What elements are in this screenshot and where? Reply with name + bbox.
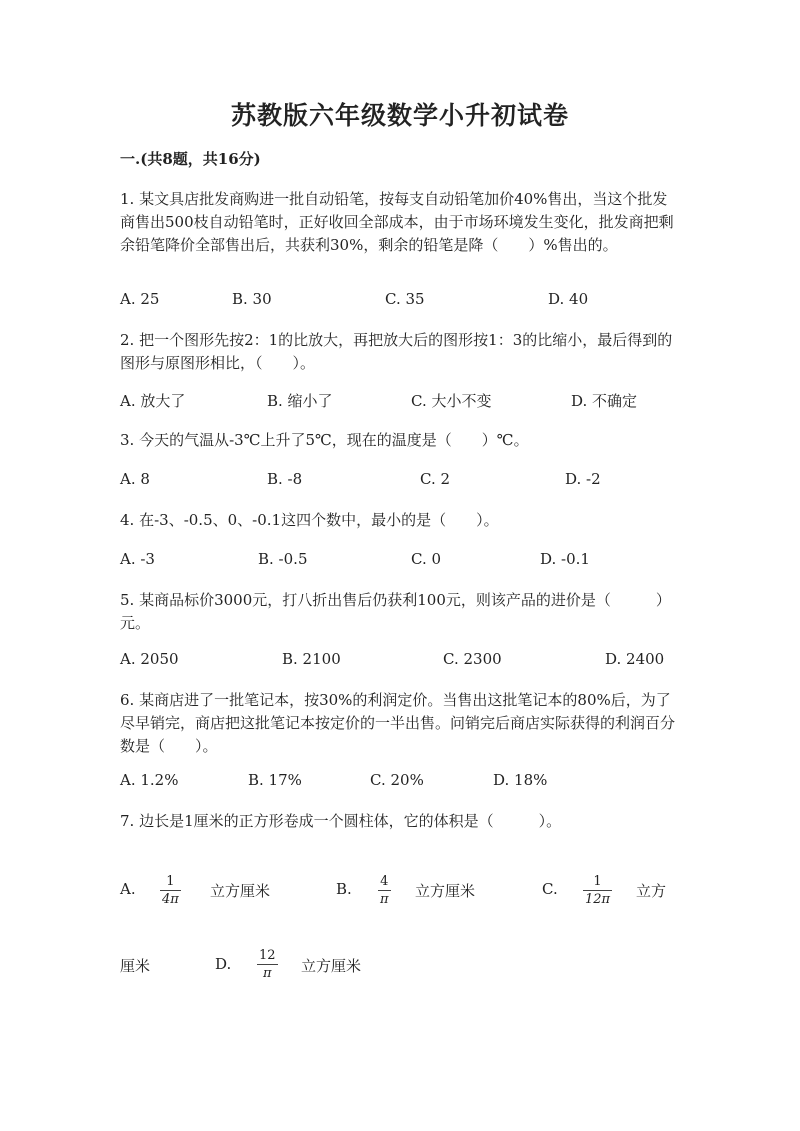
fraction-numerator: 1	[166, 874, 175, 889]
q5-option-d[interactable]: D. 2400	[605, 650, 665, 668]
q6-option-a[interactable]: A. 1.2%	[120, 771, 179, 789]
q7-option-d-letter[interactable]: D.	[215, 955, 232, 973]
q3-option-a[interactable]: A. 8	[120, 470, 150, 488]
q5-option-a[interactable]: A. 2050	[120, 650, 179, 668]
q3-option-d[interactable]: D. -2	[565, 470, 601, 488]
fraction-denominator: 12π	[585, 892, 611, 907]
question-2: 2. 把一个图形先按2：1的比放大，再把放大后的图形按1：3的比缩小，最后得到的图形与原图形相比，（ ）。	[120, 331, 673, 372]
q3-option-b[interactable]: B. -8	[267, 470, 303, 488]
q4-option-c[interactable]: C. 0	[411, 550, 442, 568]
q1-option-d[interactable]: D. 40	[548, 290, 589, 308]
fraction-numerator: 12	[259, 948, 276, 963]
q3-option-c[interactable]: C. 2	[420, 470, 451, 488]
fraction-bar	[257, 964, 278, 965]
q7-option-c-letter[interactable]: C.	[542, 880, 558, 898]
question-5: 5. 某商品标价3000元，打八折出售后仍获利100元，则该产品的进价是（ ）元。	[120, 591, 671, 632]
fraction-numerator: 4	[380, 874, 389, 889]
page-title: 苏教版六年级数学小升初试卷	[230, 101, 569, 130]
q7-option-c-fraction	[583, 874, 612, 907]
q7-option-b-fraction	[378, 874, 391, 907]
q7-option-b-letter[interactable]: B.	[336, 880, 352, 898]
q7-option-c-unit-line2: 厘米	[120, 957, 151, 975]
fraction-bar	[583, 890, 612, 891]
fraction-denominator: π	[263, 966, 272, 981]
q5-option-b[interactable]: B. 2100	[282, 650, 341, 668]
fraction-denominator: π	[380, 892, 389, 907]
question-1: 1. 某文具店批发商购进一批自动铅笔，按每支自动铅笔加价40%售出，当这个批发商售出500枝自动铅笔时，正好收回全部成本，由于市场环境发生变化，批发商把剩余铅笔降价全部售出后，共获利30%，剩余的铅笔是降（ ）%售出的。	[120, 190, 674, 254]
q7-option-a-unit: 立方厘米	[210, 882, 271, 900]
q7-option-d-unit: 立方厘米	[301, 957, 362, 975]
fraction-bar	[160, 890, 181, 891]
q7-option-a-letter[interactable]: A.	[120, 880, 136, 898]
q6-option-d[interactable]: D. 18%	[493, 771, 548, 789]
question-7: 7. 边长是1厘米的正方形卷成一个圆柱体，它的体积是（ ）。	[120, 812, 562, 830]
q2-option-d[interactable]: D. 不确定	[571, 392, 638, 410]
q7-option-a-fraction	[160, 874, 181, 907]
question-6: 6. 某商店进了一批笔记本，按30%的利润定价。当售出这批笔记本的80%后，为了尽早销完，商店把这批笔记本按定价的一半出售。问销完后商店实际获得的利润百分数是（ ）。	[120, 691, 676, 755]
q5-option-c[interactable]: C. 2300	[443, 650, 502, 668]
q4-option-d[interactable]: D. -0.1	[540, 550, 590, 568]
q2-option-c[interactable]: C. 大小不变	[411, 392, 492, 410]
q1-option-c[interactable]: C. 35	[385, 290, 425, 308]
question-4: 4. 在-3、-0.5、0、-0.1这四个数中，最小的是（ ）。	[120, 511, 499, 529]
question-3: 3. 今天的气温从-3℃上升了5℃，现在的温度是（ ）℃。	[120, 431, 529, 449]
q1-option-a[interactable]: A. 25	[120, 290, 160, 308]
q7-option-d-fraction	[257, 948, 278, 981]
q1-option-b[interactable]: B. 30	[232, 290, 272, 308]
q6-option-c[interactable]: C. 20%	[370, 771, 424, 789]
fraction-bar	[378, 890, 391, 891]
q6-option-b[interactable]: B. 17%	[248, 771, 302, 789]
q7-option-c-unit-line1: 立方	[636, 882, 667, 900]
q4-option-b[interactable]: B. -0.5	[258, 550, 308, 568]
section-heading: 一.(共8题，共16分)	[120, 150, 261, 168]
fraction-denominator: 4π	[162, 892, 179, 907]
q7-option-b-unit: 立方厘米	[415, 882, 476, 900]
q2-option-b[interactable]: B. 缩小了	[267, 392, 333, 410]
q4-option-a[interactable]: A. -3	[120, 550, 155, 568]
q2-option-a[interactable]: A. 放大了	[120, 392, 186, 410]
fraction-numerator: 1	[593, 874, 602, 889]
